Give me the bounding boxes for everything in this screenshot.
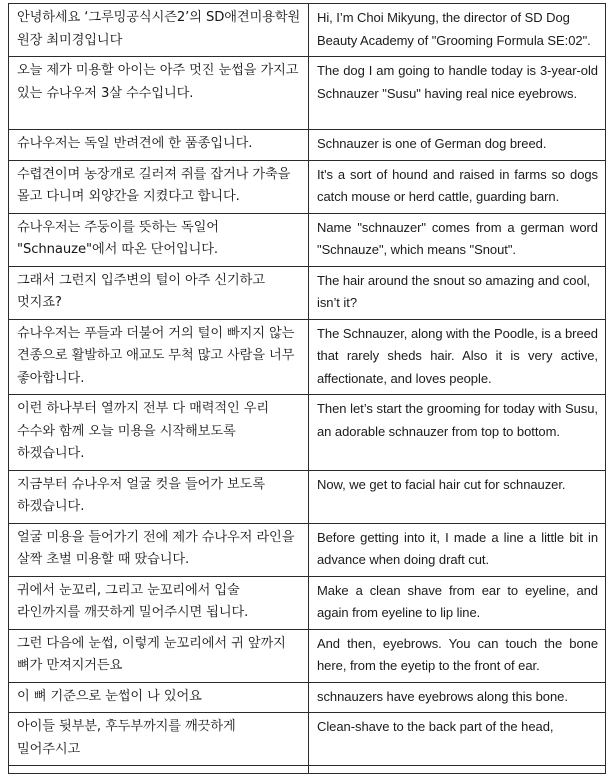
korean-cell bbox=[9, 319, 309, 395]
korean-text: 이런 하나부터 열까지 전부 다 매력적인 우리 수수와 함께 오늘 미용을 시작해보도록 하겠습니다. bbox=[17, 401, 270, 461]
english-cell bbox=[309, 4, 606, 57]
english-cell bbox=[309, 160, 606, 213]
english-cell bbox=[309, 470, 606, 523]
table-row bbox=[9, 576, 606, 629]
table-row bbox=[9, 470, 606, 523]
korean-text: 그래서 그런지 입주변의 털이 아주 신기하고 멋지죠? bbox=[17, 272, 265, 310]
korean-cell bbox=[9, 629, 309, 682]
english-text: Make a clean shave from ear to eyeline, and again from eyeline to lip line. bbox=[317, 582, 598, 620]
english-text: Schnauzer is one of German dog breed. bbox=[317, 136, 547, 151]
korean-cell bbox=[9, 766, 309, 774]
english-text: Clean-shave to the back part of the head, bbox=[317, 719, 554, 734]
english-text: Before getting into it, I made a line a little bit in advance when doing draft cut. bbox=[317, 529, 598, 567]
english-cell bbox=[309, 766, 606, 774]
korean-cell bbox=[9, 523, 309, 576]
table-row bbox=[9, 319, 606, 395]
korean-cell bbox=[9, 682, 309, 713]
english-text: Now, we get to facial hair cut for schnauzer. bbox=[317, 476, 566, 492]
english-cell bbox=[309, 629, 606, 682]
korean-cell bbox=[9, 266, 309, 319]
table-row bbox=[9, 713, 606, 766]
korean-cell bbox=[9, 160, 309, 213]
korean-cell bbox=[9, 130, 309, 161]
korean-text: 얼굴 미용을 들어가기 전에 제가 슈나우저 라인을 살짝 초벌 미용할 때 땄습니다. bbox=[17, 529, 295, 567]
english-cell bbox=[309, 213, 606, 266]
table-row bbox=[9, 629, 606, 682]
table-row bbox=[9, 4, 606, 57]
korean-cell bbox=[9, 576, 309, 629]
english-text: Then let’s start the grooming for today with Susu, an adorable schnauzer from top to bottom. bbox=[317, 401, 598, 439]
english-cell bbox=[309, 130, 606, 161]
table-row bbox=[9, 682, 606, 713]
bilingual-transcript-table bbox=[8, 3, 606, 774]
korean-text: 슈나우저는 독일 반려견에 한 품종입니다. bbox=[17, 136, 253, 151]
korean-text: 슈나우저는 푸들과 더불어 거의 털이 빠지지 않는 견종으로 활발하고 애교도 무척 많고 사람을 너무 좋아합니다. bbox=[17, 325, 295, 386]
english-text: Name "schnauzer" comes from a german word "Schnauze", which means "Snout". bbox=[317, 219, 598, 257]
table-row bbox=[9, 523, 606, 576]
english-text: And then, eyebrows. You can touch the bone here, from the eyetip to the front of ear. bbox=[317, 635, 598, 673]
english-text: The hair around the snout so amazing and cool, isn’t it? bbox=[317, 272, 591, 310]
table-row-clipped bbox=[9, 766, 606, 774]
english-cell bbox=[309, 266, 606, 319]
table-row bbox=[9, 213, 606, 266]
table-row bbox=[9, 160, 606, 213]
english-cell bbox=[309, 576, 606, 629]
table-row bbox=[9, 395, 606, 471]
korean-cell bbox=[9, 57, 309, 130]
korean-text: 이 뼈 기준으로 눈썹이 나 있어요 bbox=[17, 688, 202, 704]
english-cell bbox=[309, 395, 606, 471]
korean-text: 지금부터 슈나우저 얼굴 컷을 들어가 보도록 하겠습니다. bbox=[17, 476, 265, 514]
table-row bbox=[9, 266, 606, 319]
english-cell bbox=[309, 713, 606, 766]
english-text: It's a sort of hound and raised in farms so dogs catch mouse or herd cattle, guarding barn. bbox=[317, 166, 598, 204]
english-cell bbox=[309, 682, 606, 713]
table-row bbox=[9, 57, 606, 130]
table-row bbox=[9, 130, 606, 161]
korean-cell bbox=[9, 213, 309, 266]
korean-text: 귀에서 눈꼬리, 그리고 눈꼬리에서 입술 라인까지를 깨끗하게 밀어주시면 됩니다. bbox=[17, 582, 249, 620]
korean-text: 아이들 뒷부분, 후두부까지를 깨끗하게 밀어주시고 bbox=[17, 719, 236, 757]
korean-text: 안녕하세요 ‘그루밍공식시즌2’의 SD애견미용학원 원장 최미경입니다 bbox=[17, 10, 301, 48]
transcript-table-body bbox=[9, 4, 606, 774]
english-cell bbox=[309, 57, 606, 130]
english-cell bbox=[309, 319, 606, 395]
english-text: schnauzers have eyebrows along this bone. bbox=[317, 688, 568, 704]
korean-text: 수렵견이며 농장개로 길러져 쥐를 잡거나 가축을 몰고 다니며 외양간을 지켰다고 합니다. bbox=[17, 166, 291, 204]
english-text: The dog I am going to handle today is 3-year-old Schnauzer "Susu" having real nice eyebrows. bbox=[317, 63, 598, 101]
english-text: The Schnauzer, along with the Poodle, is a breed that rarely sheds hair. Also it is very active, affectionate, and loves people. bbox=[317, 325, 598, 386]
korean-text: 슈나우저는 주둥이를 뜻하는 독일어 "Schnauze"에서 따온 단어입니다. bbox=[17, 219, 219, 257]
korean-text: 오늘 제가 미용할 아이는 아주 멋진 눈썹을 가지고 있는 슈나우저 3살 수수입니다. bbox=[17, 63, 299, 101]
korean-cell bbox=[9, 4, 309, 57]
english-text: Hi, I’m Choi Mikyung, the director of SD Dog Beauty Academy of "Grooming Formula SE:02". bbox=[317, 10, 591, 48]
korean-text: 그런 다음에 눈썹, 이렇게 눈꼬리에서 귀 앞까지 뼈가 만져지거든요 bbox=[17, 635, 286, 673]
korean-cell bbox=[9, 713, 309, 766]
korean-cell bbox=[9, 395, 309, 471]
english-cell bbox=[309, 523, 606, 576]
korean-cell bbox=[9, 470, 309, 523]
